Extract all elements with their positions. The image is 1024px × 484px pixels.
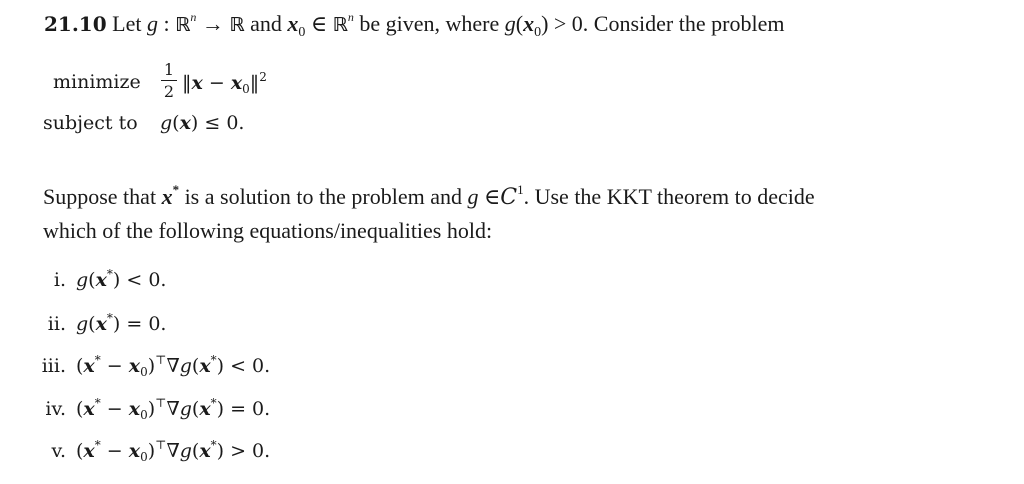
opt-x0: x: [128, 398, 141, 420]
fraction-numerator: 1: [163, 60, 175, 79]
opt-open: (: [88, 313, 96, 335]
opt-g: g: [179, 355, 192, 377]
opt-g: g: [179, 440, 192, 462]
opt-x0: x: [128, 355, 141, 377]
objective-sub-0: 0: [242, 82, 250, 96]
opt-open: (: [76, 398, 84, 420]
opt-sub-0: 0: [140, 365, 148, 379]
opt-star-2: *: [210, 438, 217, 452]
opt-x: x: [83, 440, 95, 462]
opt-x: x: [95, 313, 107, 335]
problem-intro: [44, 11, 784, 40]
opt-x-2: x: [199, 355, 211, 377]
opt-x-2: x: [199, 440, 211, 462]
opt-sub-0: 0: [140, 408, 148, 422]
opt-transpose: ⊤: [155, 438, 167, 452]
opt-open: (: [88, 269, 96, 291]
opt-star: *: [106, 267, 113, 281]
nabla-icon: ∇: [166, 398, 180, 420]
intro-reals-2: ℝ: [229, 14, 245, 36]
opt-minus: −: [100, 398, 129, 420]
opt-close: ): [147, 440, 156, 462]
p1-g: g: [467, 184, 479, 209]
constraint-close: ) ≤ 0.: [190, 112, 245, 134]
intro-reals-1: ℝ: [175, 14, 191, 36]
opt-close-2: ): [216, 355, 225, 377]
opt-transpose: ⊤: [155, 396, 167, 410]
p1-x: x: [161, 184, 173, 209]
statement-line-2: which of the following equations/inequalities hold:: [43, 218, 493, 243]
opt-minus: −: [100, 440, 129, 462]
intro-gx-g: g: [504, 11, 516, 36]
opt-rel: = 0.: [224, 398, 271, 420]
opt-transpose: ⊤: [155, 353, 167, 367]
p1-a: Suppose that: [43, 184, 162, 209]
intro-rest: be given, where: [353, 11, 505, 36]
opt-g: g: [76, 269, 89, 291]
opt-open: (: [76, 440, 84, 462]
opt-star: *: [94, 396, 101, 410]
opt-open-2: (: [191, 398, 200, 420]
intro-arrow: →: [196, 11, 230, 36]
nabla-icon: ∇: [166, 355, 180, 377]
intro-gx-close: ) > 0. Consider the problem: [541, 11, 785, 36]
opt-open-2: (: [191, 355, 200, 377]
opt-open: (: [76, 355, 84, 377]
intro-in: ∈: [305, 11, 333, 36]
objective-x0: x: [230, 72, 243, 94]
opt-star: *: [106, 311, 113, 325]
opt-x: x: [83, 398, 95, 420]
objective-expression: [182, 71, 267, 95]
opt-x-2: x: [199, 398, 211, 420]
subject-to-label: subject to: [43, 112, 138, 134]
intro-reals-3: ℝ: [332, 14, 348, 36]
statement-line-1: [43, 183, 815, 209]
constraint-expression: [160, 114, 244, 133]
opt-close: ): [112, 269, 121, 291]
opt-rel: < 0.: [224, 355, 271, 377]
opt-rel: < 0.: [120, 269, 167, 291]
intro-gx-x: x: [523, 11, 535, 36]
option-iii: [40, 354, 270, 378]
opt-star-2: *: [210, 353, 217, 367]
opt-star-2: *: [210, 396, 217, 410]
opt-minus: −: [100, 355, 129, 377]
option-label: iii.: [41, 355, 66, 377]
opt-close-2: ): [216, 440, 225, 462]
intro-and: and: [244, 11, 288, 36]
constraint-open: (: [172, 112, 180, 134]
option-label: iv.: [45, 398, 66, 420]
fraction-denominator: 2: [163, 82, 175, 101]
opt-g: g: [179, 398, 192, 420]
intro-gx-sub: 0: [534, 25, 542, 40]
p1-C: C: [500, 185, 518, 210]
option-label: ii.: [47, 313, 66, 335]
constraint-g: g: [160, 112, 173, 134]
objective-minus: −: [202, 72, 231, 94]
p1-c: . Use the KKT theorem to decide: [523, 184, 815, 209]
fraction-bar: [161, 80, 177, 81]
opt-close: ): [112, 313, 121, 335]
opt-rel: > 0.: [224, 440, 271, 462]
option-label: v.: [51, 440, 66, 462]
minimize-label: minimize: [53, 71, 141, 93]
p1-star: *: [172, 182, 180, 197]
intro-n-1: n: [190, 10, 197, 24]
fraction-one-half: [161, 60, 177, 101]
intro-gx-open: (: [515, 11, 524, 36]
opt-close-2: ): [216, 398, 225, 420]
norm-close: ‖: [249, 72, 260, 94]
opt-star: *: [94, 353, 101, 367]
intro-x: x: [287, 11, 299, 36]
p1-one: 1: [517, 182, 524, 197]
intro-let: Let: [112, 11, 142, 36]
intro-sub-0: 0: [298, 25, 306, 40]
objective-x: x: [191, 72, 203, 94]
opt-x: x: [83, 355, 95, 377]
option-iv: [40, 397, 270, 421]
intro-n-2: n: [347, 10, 354, 24]
problem-number: 21.10: [44, 12, 107, 36]
option-v: [40, 439, 270, 463]
opt-close: ): [147, 398, 156, 420]
option-ii: [40, 312, 166, 334]
constraint-x: x: [179, 112, 191, 134]
opt-close: ): [147, 355, 156, 377]
option-label: i.: [53, 269, 66, 291]
opt-star: *: [94, 438, 101, 452]
nabla-icon: ∇: [166, 440, 180, 462]
intro-colon: :: [157, 11, 176, 36]
opt-sub-0: 0: [140, 450, 148, 464]
intro-g: g: [146, 11, 158, 36]
opt-g: g: [76, 313, 89, 335]
opt-rel: = 0.: [120, 313, 167, 335]
opt-x: x: [95, 269, 107, 291]
p1-b: is a solution to the problem and: [179, 184, 468, 209]
objective-square: 2: [259, 70, 267, 84]
opt-x0: x: [128, 440, 141, 462]
option-i: [40, 268, 166, 290]
opt-open-2: (: [191, 440, 200, 462]
p1-in: ∈: [478, 184, 501, 209]
norm-open: ‖: [182, 72, 192, 94]
